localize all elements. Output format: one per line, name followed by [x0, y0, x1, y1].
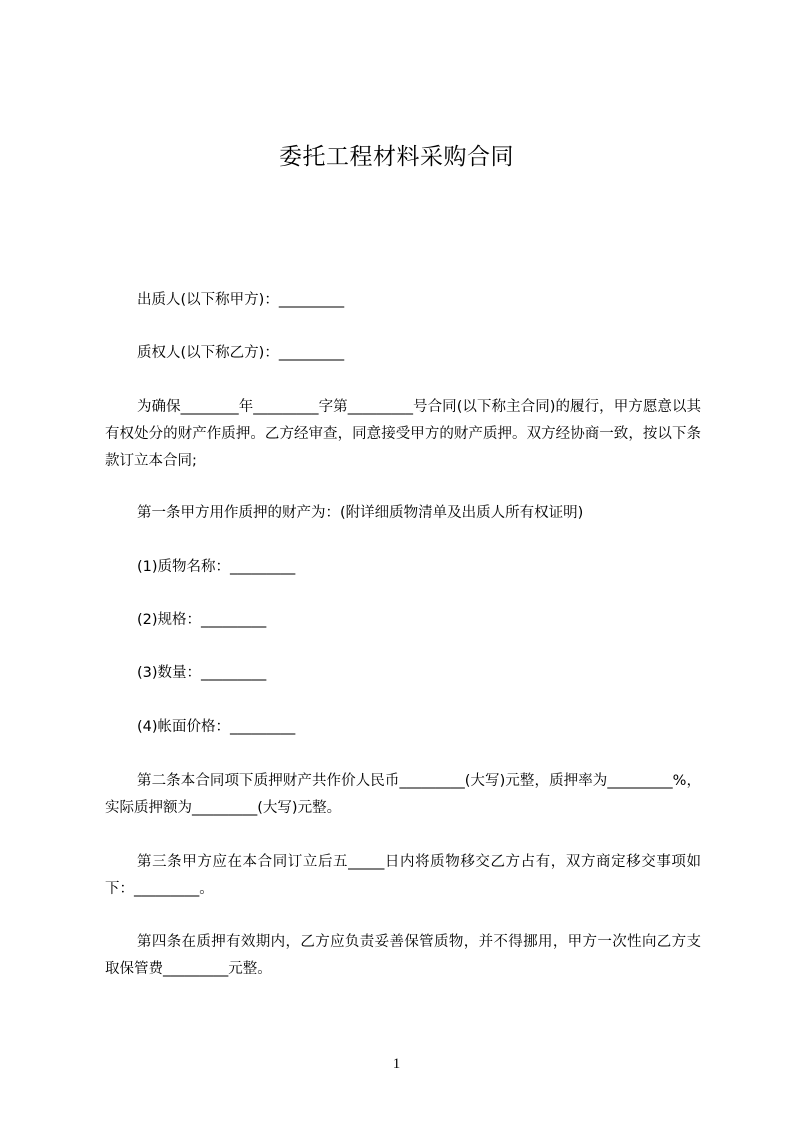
item-book-value: (4)帐面价格：_________: [137, 719, 296, 735]
page-number: 1: [392, 1056, 401, 1072]
article-4-paragraph: 第四条在质押有效期内，乙方应负责妥善保管质物，并不得挪用，甲方一次性向乙方支取保管费_________元整。: [105, 934, 701, 977]
document-title: 委托工程材料采购合同: [279, 144, 514, 170]
item-quantity: (3)数量：_________: [137, 665, 267, 681]
article-3-paragraph: 第三条甲方应在本合同订立后五_____日内将质物移交乙方占有，双方商定移交事项如下：_________。: [105, 854, 701, 897]
preamble-paragraph: 为确保________年_________字第_________号合同(以下称主合同)的履行，甲方愿意以其有权处分的财产作质押。乙方经审查，同意接受甲方的财产质押。双方经协商一致，按以下条款订立本合同;: [105, 399, 701, 469]
article-1-heading: 第一条甲方用作质押的财产为：(附详细质物清单及出质人所有权证明): [137, 505, 584, 521]
item-specification: (2)规格：_________: [137, 612, 267, 628]
pledgee-line: 质权人(以下称乙方)：_________: [137, 345, 345, 361]
item-pledge-name: (1)质物名称：_________: [137, 559, 296, 575]
article-2-paragraph: 第二条本合同项下质押财产共作价人民币_________(大写)元整，质押率为_________%，实际质押额为_________(大写)元整。: [105, 773, 701, 816]
pledgor-line: 出质人(以下称甲方)：_________: [137, 292, 345, 308]
